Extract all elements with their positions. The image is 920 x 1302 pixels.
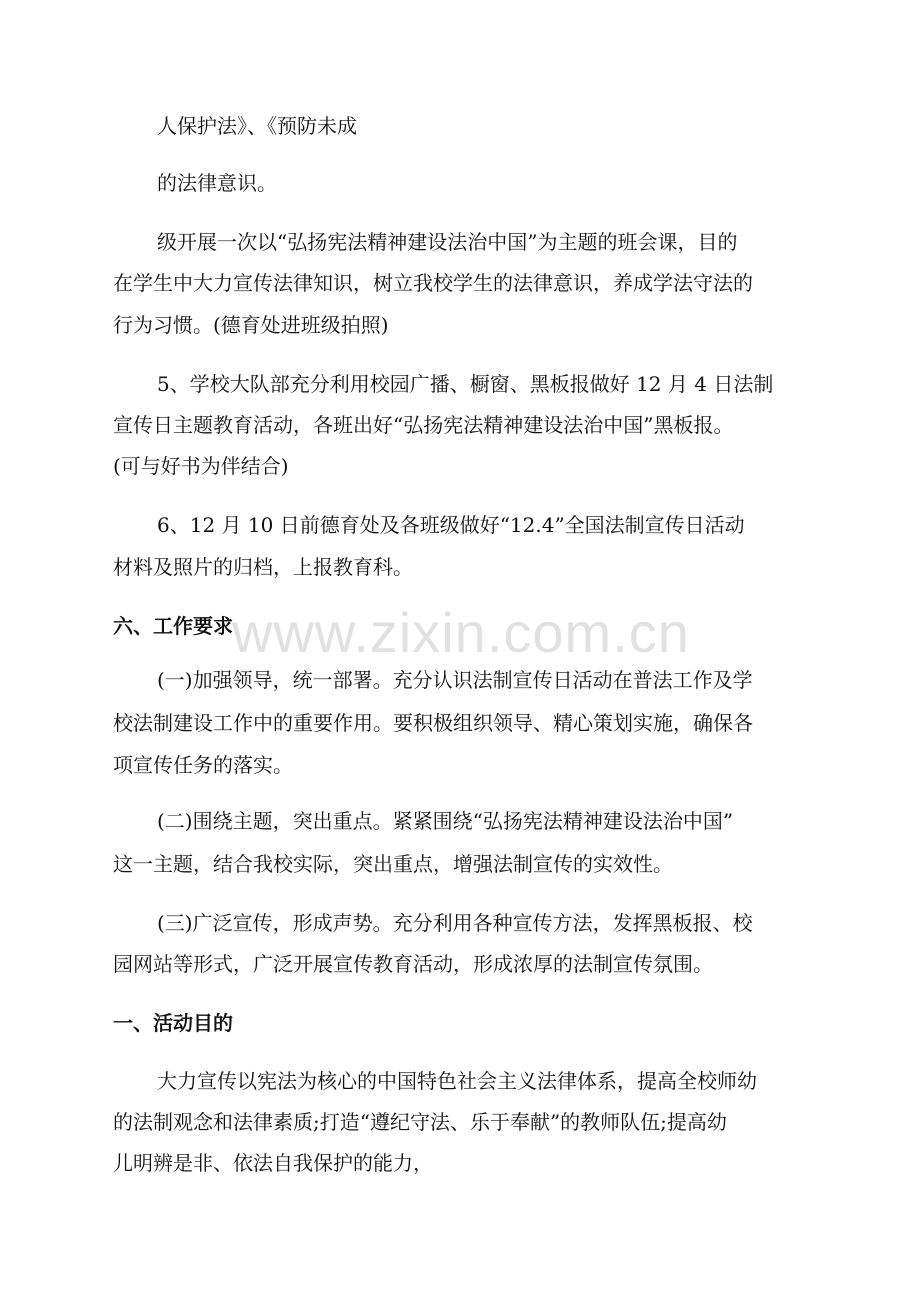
text-line: 项宣传任务的落实。 xyxy=(113,753,293,777)
section-heading: 六、工作要求 xyxy=(113,614,233,638)
text-line: 级开展一次以“弘扬宪法精神建设法治中国”为主题的班会课，目的 xyxy=(157,230,738,254)
text-line: (一)加强领导，统一部署。充分认识法制宣传日活动在普法工作及学 xyxy=(157,668,753,692)
text-line: 大力宣传以宪法为核心的中国特色社会主义法律体系，提高全校师幼 xyxy=(157,1069,757,1093)
text-line: (二)围绕主题，突出重点。紧紧围绕“弘扬宪法精神建设法治中国” xyxy=(157,809,734,833)
section-heading: 一、活动目的 xyxy=(113,1011,233,1035)
text-line: 的法律意识。 xyxy=(157,171,277,195)
text-line: 这一主题，结合我校实际，突出重点，增强法制宣传的实效性。 xyxy=(113,852,673,876)
text-line: (可与好书为伴结合) xyxy=(113,454,289,478)
text-line: 校法制建设工作中的重要作用。要积极组织领导、精心策划实施，确保各 xyxy=(113,711,753,735)
text-line: 人保护法》、《预防未成 xyxy=(157,114,357,138)
text-line: 行为习惯。(德育处进班级拍照) xyxy=(113,313,389,337)
watermark: www.zixin.com.cn xyxy=(232,601,690,664)
text-line: 宣传日主题教育活动，各班出好“弘扬宪法精神建设法治中国”黑板报。 xyxy=(113,413,734,437)
text-line: 在学生中大力宣传法律知识，树立我校学生的法律意识，养成学法守法的 xyxy=(113,271,753,295)
text-line: (三)广泛宣传，形成声势。充分利用各种宣传方法，发挥黑板报、校 xyxy=(157,911,753,935)
text-line: 6、12 月 10 日前德育处及各班级做好“12.4”全国法制宣传日活动 xyxy=(157,513,745,537)
text-line: 儿明辨是非、依法自我保护的能力， xyxy=(113,1151,433,1175)
text-line: 的法制观念和法律素质;打造“遵纪守法、乐于奉献”的教师队伍;提高幼 xyxy=(113,1110,727,1134)
text-line: 5、学校大队部充分利用校园广播、橱窗、黑板报做好 12 月 4 日法制 xyxy=(157,372,774,396)
text-line: 园网站等形式，广泛开展宣传教育活动，形成浓厚的法制宣传氛围。 xyxy=(113,952,713,976)
text-line: 材料及照片的归档，上报教育科。 xyxy=(113,555,413,579)
